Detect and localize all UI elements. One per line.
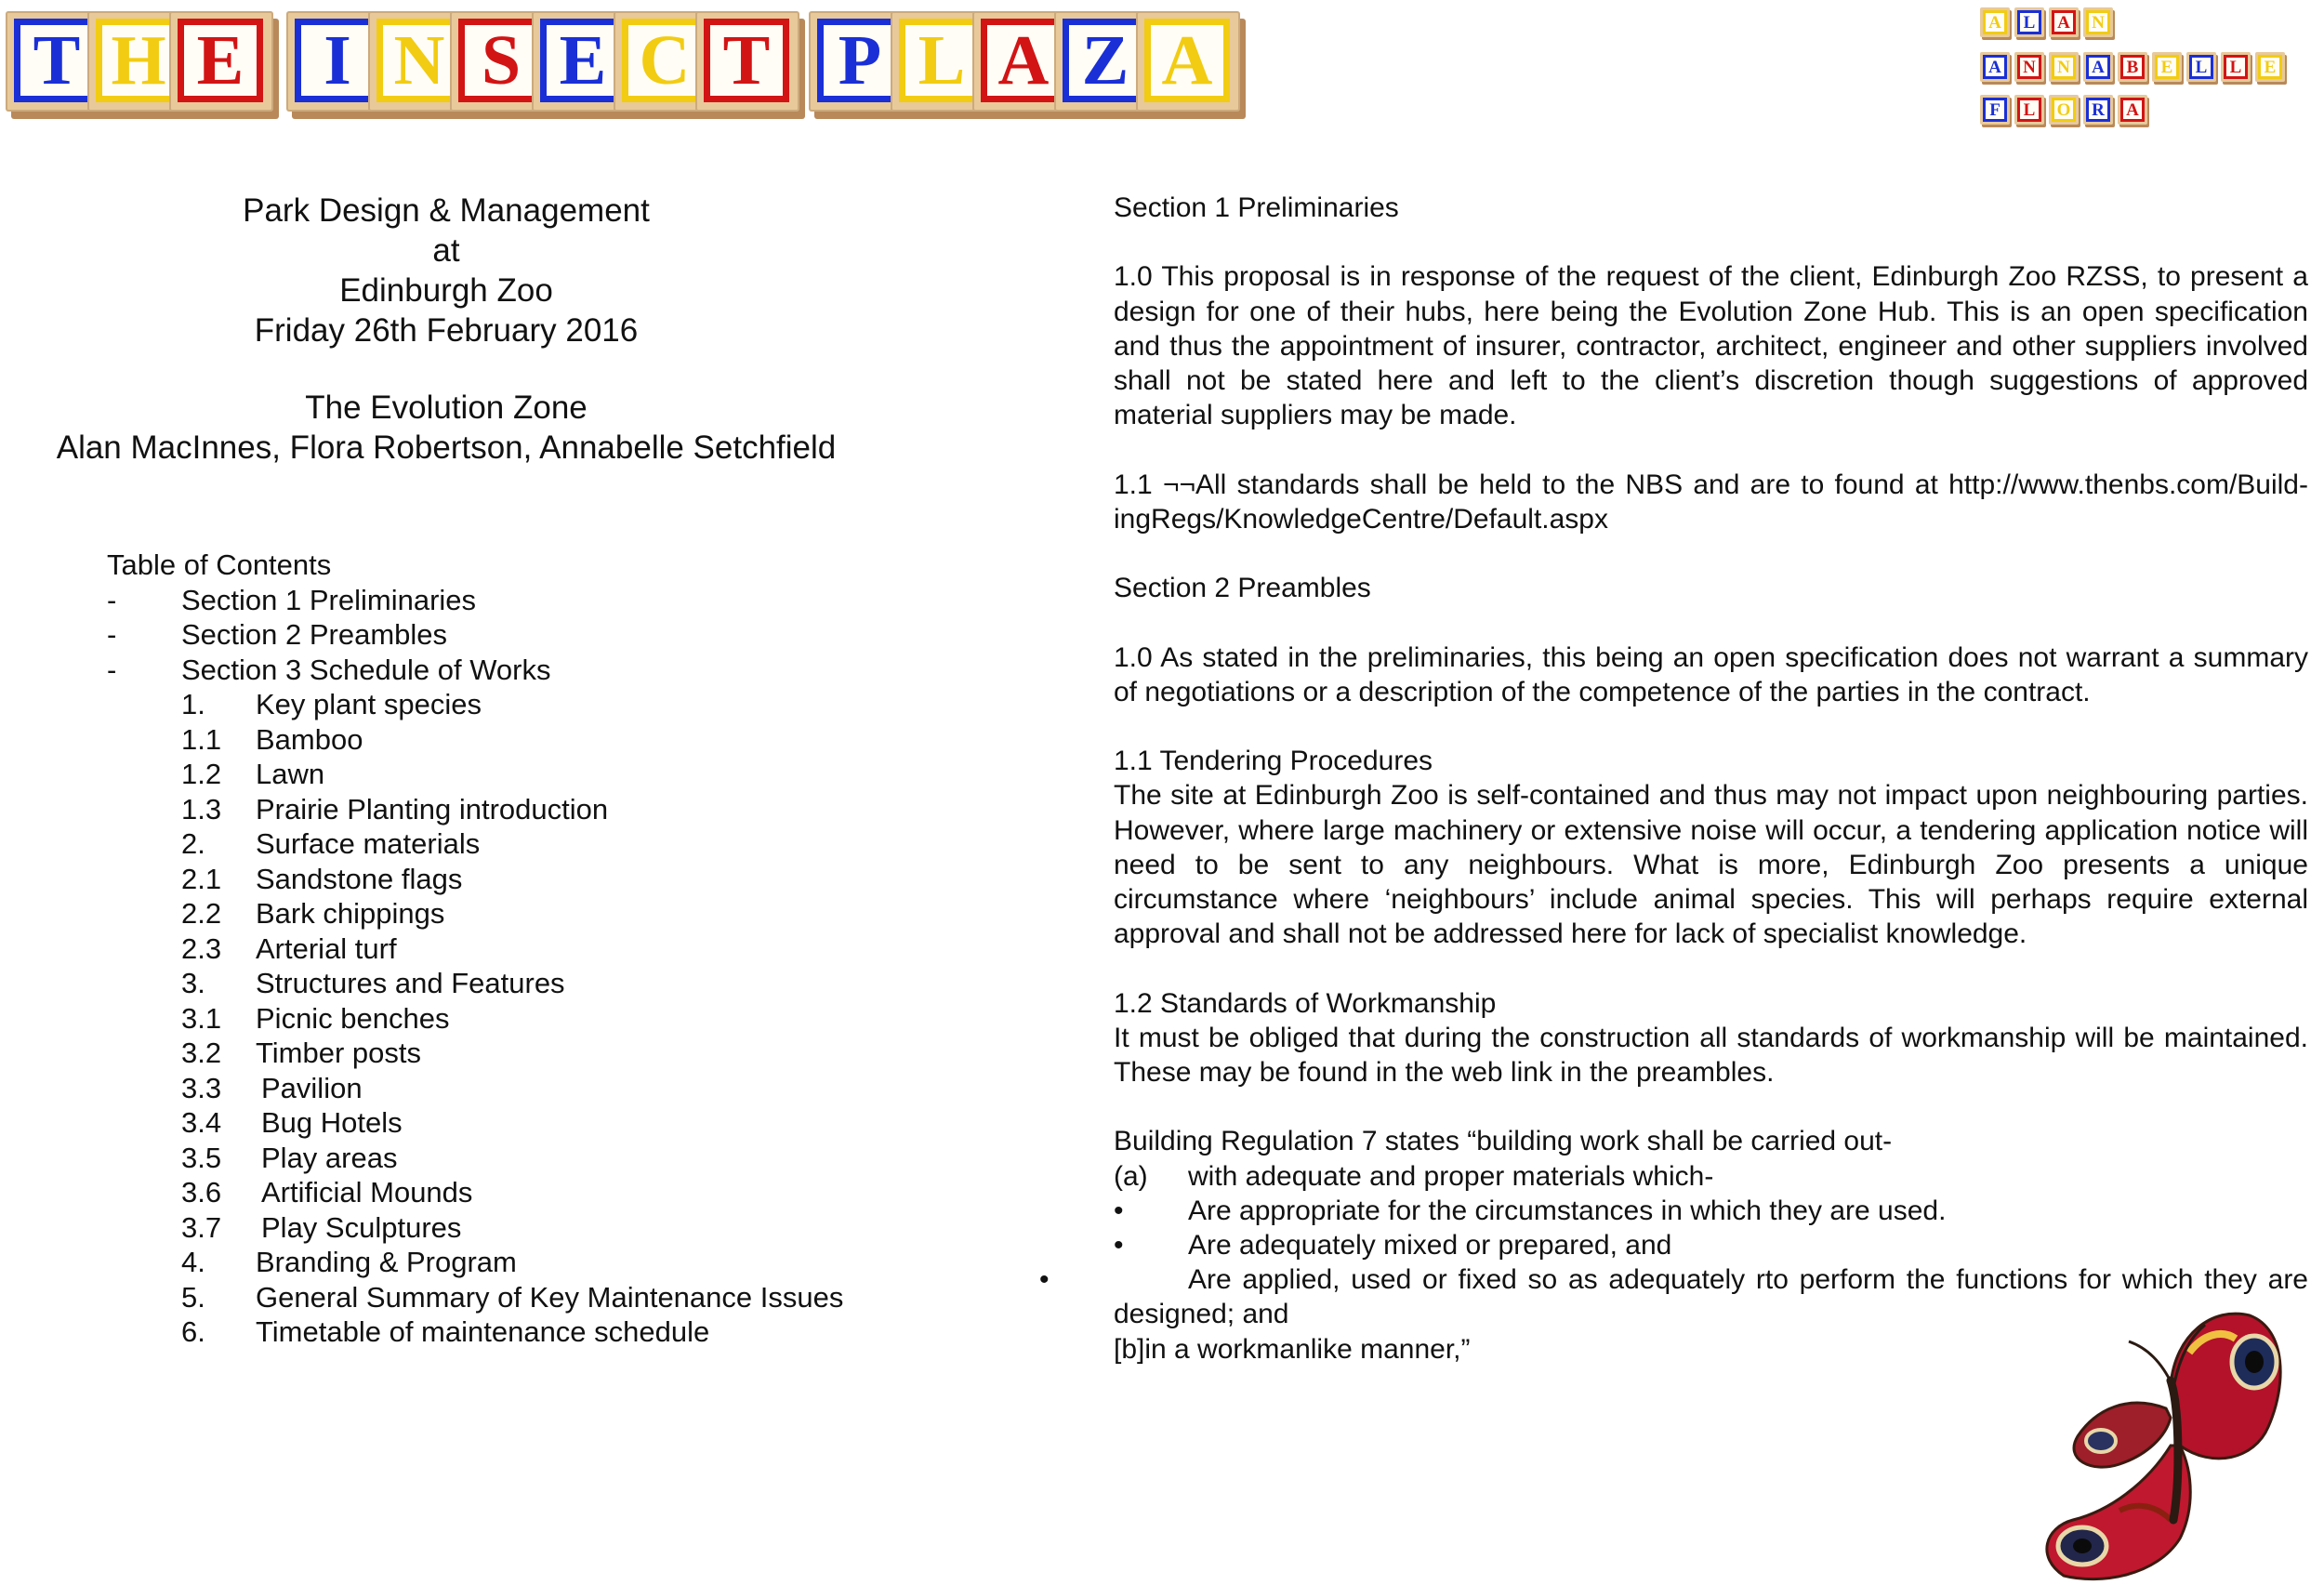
- name-letter: R: [2086, 98, 2110, 122]
- name-letter-block: [2152, 52, 2182, 82]
- title-line-1: Park Design & Management: [243, 192, 650, 229]
- name-letter: L: [2017, 10, 2041, 34]
- section-1-paragraph-2: 1.1 ¬¬All standards shall be held to the NBS and are to found at http://www.thenbs.com/BuildingRegs/KnowledgeCentre/Default.aspx: [1114, 469, 2308, 535]
- name-letter-block: [1980, 7, 2010, 37]
- toc-section-entry: [107, 617, 448, 653]
- regulation-bullet-text: Are appropriate for the circumstances in which they are used.: [1188, 1195, 1947, 1226]
- toc-item-number: 2.1: [181, 862, 222, 895]
- document-title-block: [37, 191, 855, 468]
- workmanship-heading: 1.2 Standards of Workmanship: [1114, 987, 1497, 1019]
- section-2-heading: Section 2 Preambles: [1114, 573, 1371, 604]
- name-letter: A: [1983, 55, 2007, 79]
- toc-item-label: General Summary of Key Maintenance Issues: [256, 1280, 844, 1314]
- name-letter-block: [2255, 52, 2285, 82]
- letter-block-letter: A: [981, 19, 1066, 102]
- title-line-2: at: [432, 232, 460, 269]
- name-letter: F: [1983, 98, 2007, 122]
- toc-item: [107, 1105, 403, 1141]
- toc-item-label: Prairie Planting introduction: [256, 792, 609, 826]
- toc-item: [107, 1071, 363, 1106]
- name-letter: E: [2155, 55, 2179, 79]
- table-of-contents: [107, 548, 844, 1350]
- regulation-bullet-text: Are applied, used or fixed so as adequately rto perform the functions for which they are designed; and: [1114, 1264, 2308, 1330]
- workmanship-paragraph: It must be obliged that during the construction all standards of workmanship will be maintained. These may be found in the web link in the preambles.: [1114, 1022, 2308, 1088]
- letter-block-letter: Z: [1063, 19, 1148, 102]
- letter-block-letter: L: [899, 19, 984, 102]
- name-block-row: [1980, 52, 2285, 82]
- toc-item-label: Picnic benches: [256, 1001, 450, 1035]
- toc-item: [107, 1141, 398, 1176]
- name-letter: A: [1983, 10, 2007, 34]
- letter-block: [1136, 11, 1240, 112]
- toc-item-label: Structures and Features: [256, 967, 565, 999]
- toc-item-number: 1.1: [181, 722, 222, 756]
- regulation-item-a-marker: (a): [1114, 1160, 1148, 1192]
- name-letter: O: [2052, 98, 2076, 122]
- letter-block-letter: I: [295, 19, 380, 102]
- name-letter-block: [2049, 7, 2079, 37]
- regulation-intro: Building Regulation 7 states “building work shall be carried out-: [1114, 1126, 1893, 1157]
- toc-item-number: 6.: [181, 1315, 205, 1348]
- toc-item-number: 3.4: [181, 1106, 222, 1139]
- toc-item-label: Play Sculptures: [261, 1210, 462, 1244]
- toc-item: [107, 757, 331, 792]
- section-2-paragraph-1: 1.0 As stated in the preliminaries, this being an open specification does not warrant a summary of negotiations or a description of the competence of the parties in the contract.: [1114, 641, 2308, 707]
- toc-item: [107, 1245, 517, 1280]
- toc-item-label: Play areas: [261, 1141, 398, 1174]
- toc-item: [107, 1036, 422, 1071]
- name-letter-block: [2049, 95, 2079, 125]
- toc-item-number: 1.3: [181, 792, 222, 826]
- toc-dash: -: [107, 653, 117, 686]
- toc-item: [107, 1001, 450, 1037]
- toc-item-label: Surface materials: [256, 827, 481, 860]
- name-letter: N: [2086, 10, 2110, 34]
- regulation-bullet: [1114, 1194, 2308, 1228]
- bullet-marker: •: [1114, 1229, 1124, 1261]
- toc-item-number: 4.: [181, 1246, 205, 1278]
- name-letter: L: [2017, 98, 2041, 122]
- toc-item-number: 1.: [181, 688, 205, 720]
- bullet-marker: •: [1039, 1264, 1050, 1296]
- name-letter-block: [2221, 52, 2251, 82]
- letter-block-letter: E: [540, 19, 626, 102]
- toc-item-label: Pavilion: [261, 1071, 363, 1104]
- toc-item: [107, 1314, 710, 1350]
- tendering-paragraph: The site at Edinburgh Zoo is self-contained and thus may not impact upon neighbouring parties. However, where large machinery or extensive noise will occur, a tendering application notice will need to be sent to any neighbours. What is more, Edinburgh Zoo presents a unique circumstance where ‘neighbours’ include animal species. This will perhaps require external approval and shall not be addressed here for lack of specialist knowledge.: [1114, 780, 2308, 950]
- toc-section-entry: [107, 653, 551, 688]
- toc-item-label: Arterial turf: [256, 931, 397, 965]
- letter-block-letter: A: [1144, 19, 1230, 102]
- toc-item-label: Branding & Program: [256, 1246, 517, 1278]
- toc-section-label: Section 3 Schedule of Works: [181, 653, 551, 686]
- toc-item: [107, 896, 445, 931]
- toc-item: [107, 826, 481, 862]
- section-1-heading: Section 1 Preliminaries: [1114, 192, 1399, 223]
- regulation-item-a-text: with adequate and proper materials which-: [1188, 1160, 1714, 1192]
- toc-section-label: Section 1 Preliminaries: [181, 583, 477, 616]
- letter-block-letter: H: [96, 19, 181, 102]
- regulation-item-b: [b]in a workmanlike manner,”: [1114, 1333, 1471, 1365]
- regulation-bullet: [1114, 1228, 2308, 1262]
- toc-dash: -: [107, 618, 117, 651]
- toc-item-number: 3.2: [181, 1037, 222, 1069]
- authors: Alan MacInnes, Flora Robertson, Annabelle Setchfield: [56, 429, 837, 466]
- toc-item-label: Bamboo: [256, 722, 363, 756]
- name-letter: E: [2258, 55, 2282, 79]
- toc-item-label: Sandstone flags: [256, 862, 463, 895]
- toc-item-number: 2.: [181, 827, 205, 860]
- toc-item-label: Artificial Mounds: [261, 1176, 473, 1209]
- toc-item-number: 1.2: [181, 758, 222, 790]
- toc-item: [107, 1175, 473, 1210]
- letter-block-letter: N: [376, 19, 462, 102]
- name-letter-block: [2049, 52, 2079, 82]
- name-letter: N: [2017, 55, 2041, 79]
- name-letter: N: [2052, 55, 2076, 79]
- letter-block-letter: T: [704, 19, 789, 102]
- toc-item: [107, 1280, 844, 1315]
- letter-block-letter: E: [178, 19, 263, 102]
- name-block-row: [1980, 7, 2113, 37]
- name-letter-block: [1980, 52, 2010, 82]
- toc-item-number: 3.: [181, 967, 205, 999]
- toc-heading: Table of Contents: [107, 548, 332, 581]
- name-letter-block: [2118, 52, 2147, 82]
- section-1-paragraph-1: 1.0 This proposal is in response of the request of the client, Edinburgh Zoo RZSS, to present a design for one of their hubs, here being the Evolution Zone Hub. This is an open specification and thus the appointment of insurer, contractor, architect, engineer and other suppliers involved shall not be stated here and left to the client’s discretion though suggestions of approved material suppliers may be made.: [1114, 261, 2308, 431]
- toc-item-number: 3.5: [181, 1141, 222, 1174]
- peacock-butterfly-illustration: [1989, 1297, 2305, 1585]
- toc-item-number: 5.: [181, 1280, 205, 1314]
- name-letter-block: [2014, 52, 2044, 82]
- name-letter-block: [2083, 95, 2113, 125]
- toc-item-number: 2.3: [181, 931, 222, 965]
- name-letter-block: [1980, 95, 2010, 125]
- toc-dash: -: [107, 583, 117, 616]
- name-block-row: [1980, 95, 2147, 125]
- letter-block-letter: S: [458, 19, 544, 102]
- toc-item: [107, 687, 482, 722]
- toc-item: [107, 966, 565, 1001]
- toc-item-number: 2.2: [181, 897, 222, 930]
- toc-item-number: 3.1: [181, 1001, 222, 1035]
- letter-block: [169, 11, 273, 112]
- name-letter-block: [2083, 52, 2113, 82]
- toc-item-label: Bark chippings: [256, 897, 445, 930]
- toc-item-label: Key plant species: [256, 688, 482, 720]
- toc-item-number: 3.3: [181, 1071, 222, 1104]
- name-letter: A: [2052, 10, 2076, 34]
- name-letter: L: [2224, 55, 2248, 79]
- toc-item-label: Timetable of maintenance schedule: [256, 1315, 710, 1348]
- name-letter: L: [2189, 55, 2213, 79]
- title-date: Friday 26th February 2016: [254, 312, 639, 349]
- regulation-item-a: [1114, 1159, 2308, 1194]
- toc-item: [107, 862, 463, 897]
- letter-block-letter: T: [14, 19, 99, 102]
- toc-item: [107, 1210, 462, 1246]
- toc-item-number: 3.6: [181, 1176, 222, 1209]
- name-letter-block: [2118, 95, 2147, 125]
- tendering-heading: 1.1 Tendering Procedures: [1114, 746, 1433, 777]
- specification-text: [1039, 191, 2308, 1367]
- regulation-bullet-text: Are adequately mixed or prepared, and: [1188, 1229, 1672, 1261]
- title-banner: [0, 0, 2324, 139]
- toc-item-label: Lawn: [256, 758, 325, 790]
- name-letter-block: [2014, 95, 2044, 125]
- name-letter-block: [2014, 7, 2044, 37]
- toc-item: [107, 722, 363, 758]
- toc-item-number: 3.7: [181, 1210, 222, 1244]
- project-title: The Evolution Zone: [305, 390, 588, 426]
- toc-item: [107, 931, 397, 967]
- letter-block: [695, 11, 799, 112]
- bullet-marker: •: [1114, 1195, 1124, 1226]
- name-letter: A: [2086, 55, 2110, 79]
- toc-section-label: Section 2 Preambles: [181, 618, 448, 651]
- name-letter-block: [2083, 7, 2113, 37]
- name-letter-block: [2186, 52, 2216, 82]
- letter-block-letter: C: [622, 19, 707, 102]
- title-line-3: Edinburgh Zoo: [339, 272, 553, 309]
- name-letter: A: [2120, 98, 2145, 122]
- toc-item: [107, 792, 609, 827]
- letter-block-letter: P: [817, 19, 903, 102]
- name-letter: B: [2120, 55, 2145, 79]
- toc-section-entry: [107, 583, 477, 618]
- toc-item-label: Bug Hotels: [261, 1106, 403, 1139]
- toc-item-label: Timber posts: [256, 1037, 422, 1069]
